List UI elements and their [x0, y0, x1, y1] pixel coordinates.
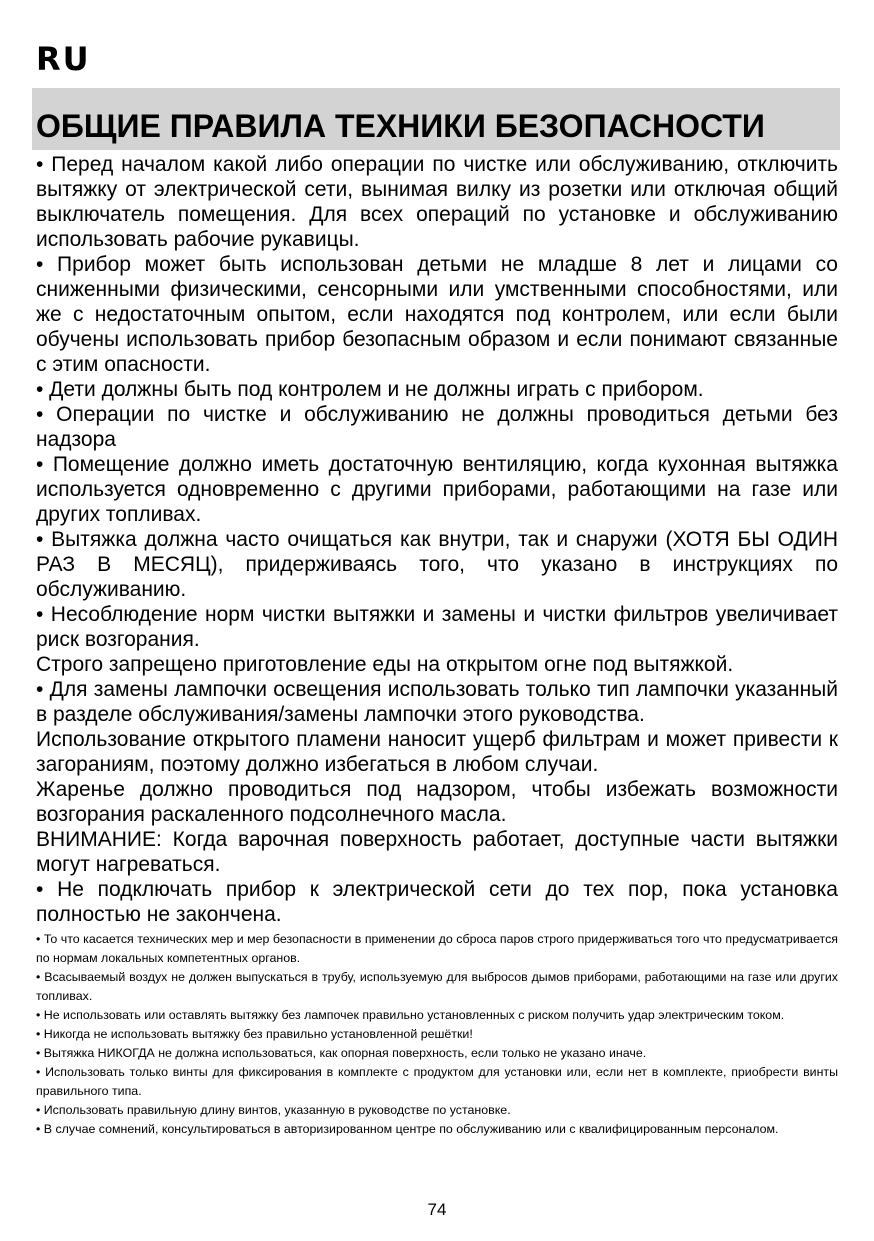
- paragraph: • Прибор может быть использован детьми не младше 8 лет и лицами со сниженными физическими, сенсорными или умственными способностями, или же с недостаточным опытом, если находятся под контролем, или если были обучены использовать прибор безопасным образом и если понимают связанные с этим опасности.: [36, 253, 838, 376]
- paragraph: • Для замены лампочки освещения использовать только тип лампочки указанный в разделе обслуживания/замены лампочки этого руководства.: [36, 678, 838, 726]
- paragraph: • Операции по чистке и обслуживанию не должны проводиться детьми без надзора: [36, 403, 838, 451]
- paragraph: ВНИМАНИЕ: Когда варочная поверхность работает, доступные части вытяжки могут нагреваться.: [36, 828, 838, 876]
- small-paragraph: • Всасываемый воздух не должен выпускаться в трубу, используемую для выбросов дымов приборами, работающими на газе или других топливах.: [36, 970, 838, 1003]
- paragraph: • Не подключать прибор к электрической сети до тех пор, пока установка полностью не закончена.: [36, 878, 838, 926]
- small-paragraph: • Использовать только винты для фиксирования в комплекте с продуктом для установки или, если нет в комплекте, приобрести винты правильного типа.: [36, 1065, 838, 1098]
- paragraph: • Помещение должно иметь достаточную вентиляцию, когда кухонная вытяжка используется одновременно с другими приборами, работающими на газе или других топливах.: [36, 453, 838, 526]
- small-paragraph: • Никогда не использовать вытяжку без правильно установленной решётки!: [36, 1027, 473, 1041]
- small-paragraph: • То что касается технических мер и мер безопасности в применении до сброса паров строго придерживаться того что предусматривается по нормам локальных компетентных органов.: [36, 932, 838, 965]
- paragraph: Строго запрещено приготовление еды на открытом огне под вытяжкой.: [36, 653, 734, 676]
- page-title: ОБЩИЕ ПРАВИЛА ТЕХНИКИ БЕЗОПАСНОСТИ: [36, 108, 765, 144]
- small-paragraph: • Не использовать или оставлять вытяжку без лампочек правильно установленных с риском получить удар электрическим током.: [36, 1008, 785, 1022]
- main-safety-rules: [36, 152, 838, 927]
- paragraph: Жаренье должно проводиться под надзором, чтобы избежать возможности возгорания раскаленного подсолнечного масла.: [36, 778, 838, 826]
- small-paragraph: • Использовать правильную длину винтов, указанную в руководстве по установке.: [36, 1103, 511, 1117]
- small-paragraph: • В случае сомнений, консультироваться в авторизированном центре по обслуживанию или с квалифицированным персоналом.: [36, 1122, 779, 1136]
- paragraph: • Вытяжка должна часто очищаться как внутри, так и снаружи (ХОТЯ БЫ ОДИН РАЗ В МЕСЯЦ), придерживаясь того, что указано в инструкциях по обслуживанию.: [36, 528, 838, 601]
- language-code: RU: [36, 40, 91, 78]
- page-number: 74: [427, 1200, 447, 1219]
- paragraph: Использование открытого пламени наносит ущерб фильтрам и может привести к загораниям, поэтому должно избегаться в любом случаи.: [36, 728, 838, 776]
- document-body: [36, 152, 838, 1139]
- section-title-bar: [32, 88, 840, 150]
- paragraph: • Несоблюдение норм чистки вытяжки и замены и чистки фильтров увеличивает риск возгорания.: [36, 603, 838, 651]
- paragraph: • Дети должны быть под контролем и не должны играть с прибором.: [36, 378, 704, 401]
- additional-safety-rules: [36, 930, 838, 1139]
- paragraph: • Перед началом какой либо операции по чистке или обслуживанию, отключить вытяжку от электрической сети, вынимая вилку из розетки или отключая общий выключатель помещения. Для всех операций по установке и обслуживанию использовать рабочие рукавицы.: [36, 153, 838, 251]
- small-paragraph: • Вытяжка НИКОГДА не должна использоваться, как опорная поверхность, если только не указано иначе.: [36, 1046, 647, 1060]
